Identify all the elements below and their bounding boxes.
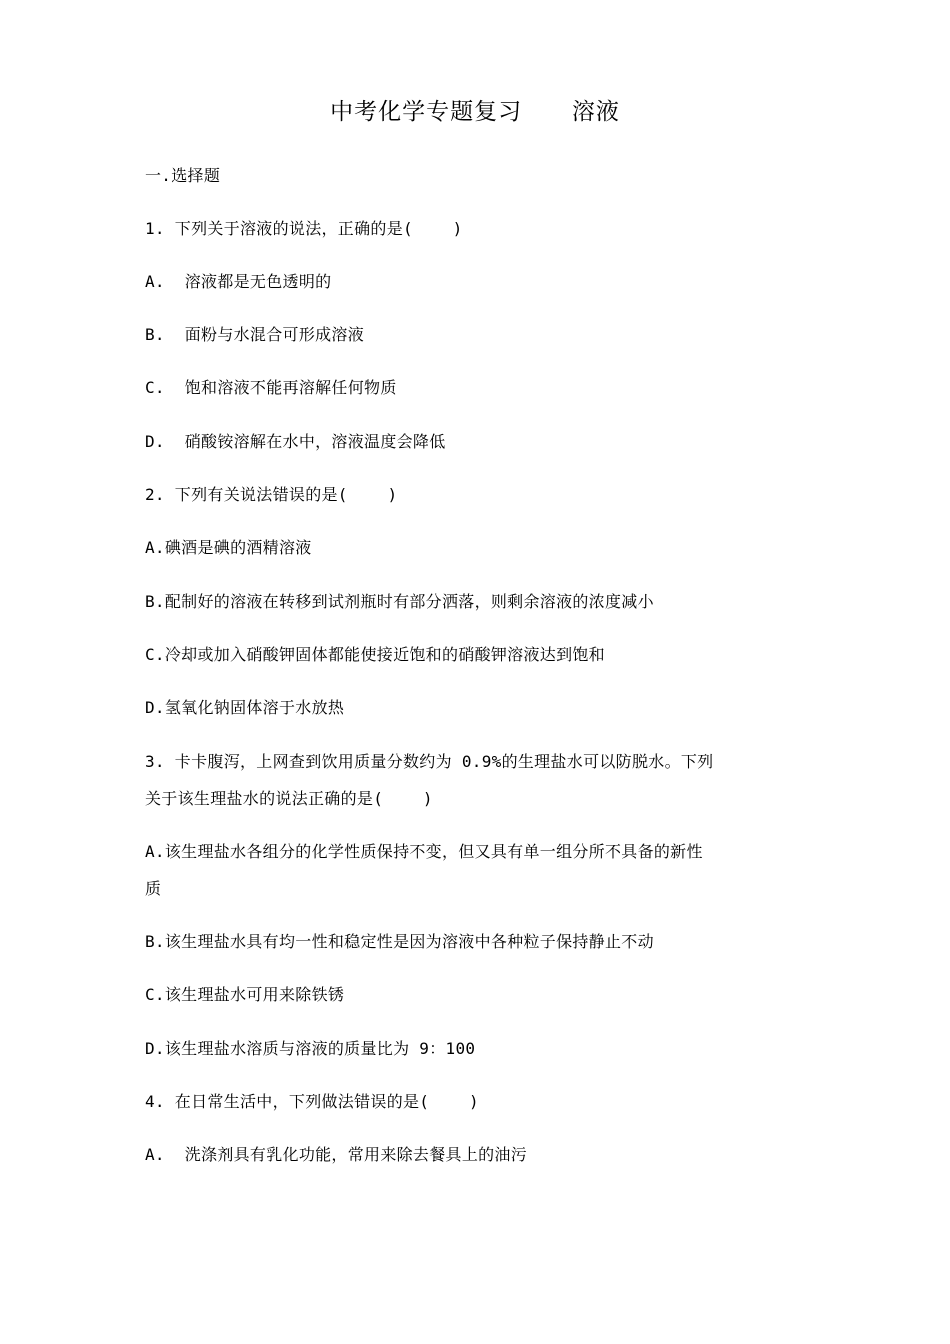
question-2-option-b: B.配制好的溶液在转移到试剂瓶时有部分洒落，则剩余溶液的浓度减小 — [145, 592, 654, 611]
question-3-option-d: D.该生理盐水溶质与溶液的质量比为 9：100 — [145, 1039, 476, 1058]
question-1-option-b: B. 面粉与水混合可形成溶液 — [145, 325, 365, 344]
question-3-stem-line-1: 3. 卡卡腹泻，上网查到饮用质量分数约为 0.9%的生理盐水可以防脱水。下列 — [145, 752, 714, 771]
question-3-option-b: B.该生理盐水具有均一性和稳定性是因为溶液中各种粒子保持静止不动 — [145, 932, 654, 951]
question-2-option-a: A.碘酒是碘的酒精溶液 — [145, 538, 312, 557]
question-4-option-a: A. 洗涤剂具有乳化功能，常用来除去餐具上的油污 — [145, 1145, 528, 1164]
question-1-option-d: D. 硝酸铵溶解在水中，溶液温度会降低 — [145, 432, 446, 451]
section-heading: 一.选择题 — [145, 166, 221, 185]
question-4-stem: 4. 在日常生活中，下列做法错误的是( ) — [145, 1092, 479, 1111]
question-3-option-a: A.该生理盐水各组分的化学性质保持不变，但又具有单一组分所不具备的新性 — [145, 842, 703, 861]
question-3-option-c: C.该生理盐水可用来除铁锈 — [145, 985, 345, 1004]
question-3-option-a-continued: 质 — [145, 879, 162, 898]
question-2-option-d: D.氢氧化钠固体溶于水放热 — [145, 698, 345, 717]
question-2-stem: 2. 下列有关说法错误的是( ) — [145, 485, 398, 504]
page-title: 中考化学专题复习 溶液 — [330, 99, 620, 125]
question-1-stem: 1. 下列关于溶液的说法，正确的是( ) — [145, 219, 463, 238]
question-1-option-a: A. 溶液都是无色透明的 — [145, 272, 332, 291]
question-1-option-c: C. 饱和溶液不能再溶解任何物质 — [145, 378, 397, 397]
question-2-option-c: C.冷却或加入硝酸钾固体都能使接近饱和的硝酸钾溶液达到饱和 — [145, 645, 605, 664]
question-3-stem-line-2: 关于该生理盐水的说法正确的是( ) — [145, 789, 433, 808]
